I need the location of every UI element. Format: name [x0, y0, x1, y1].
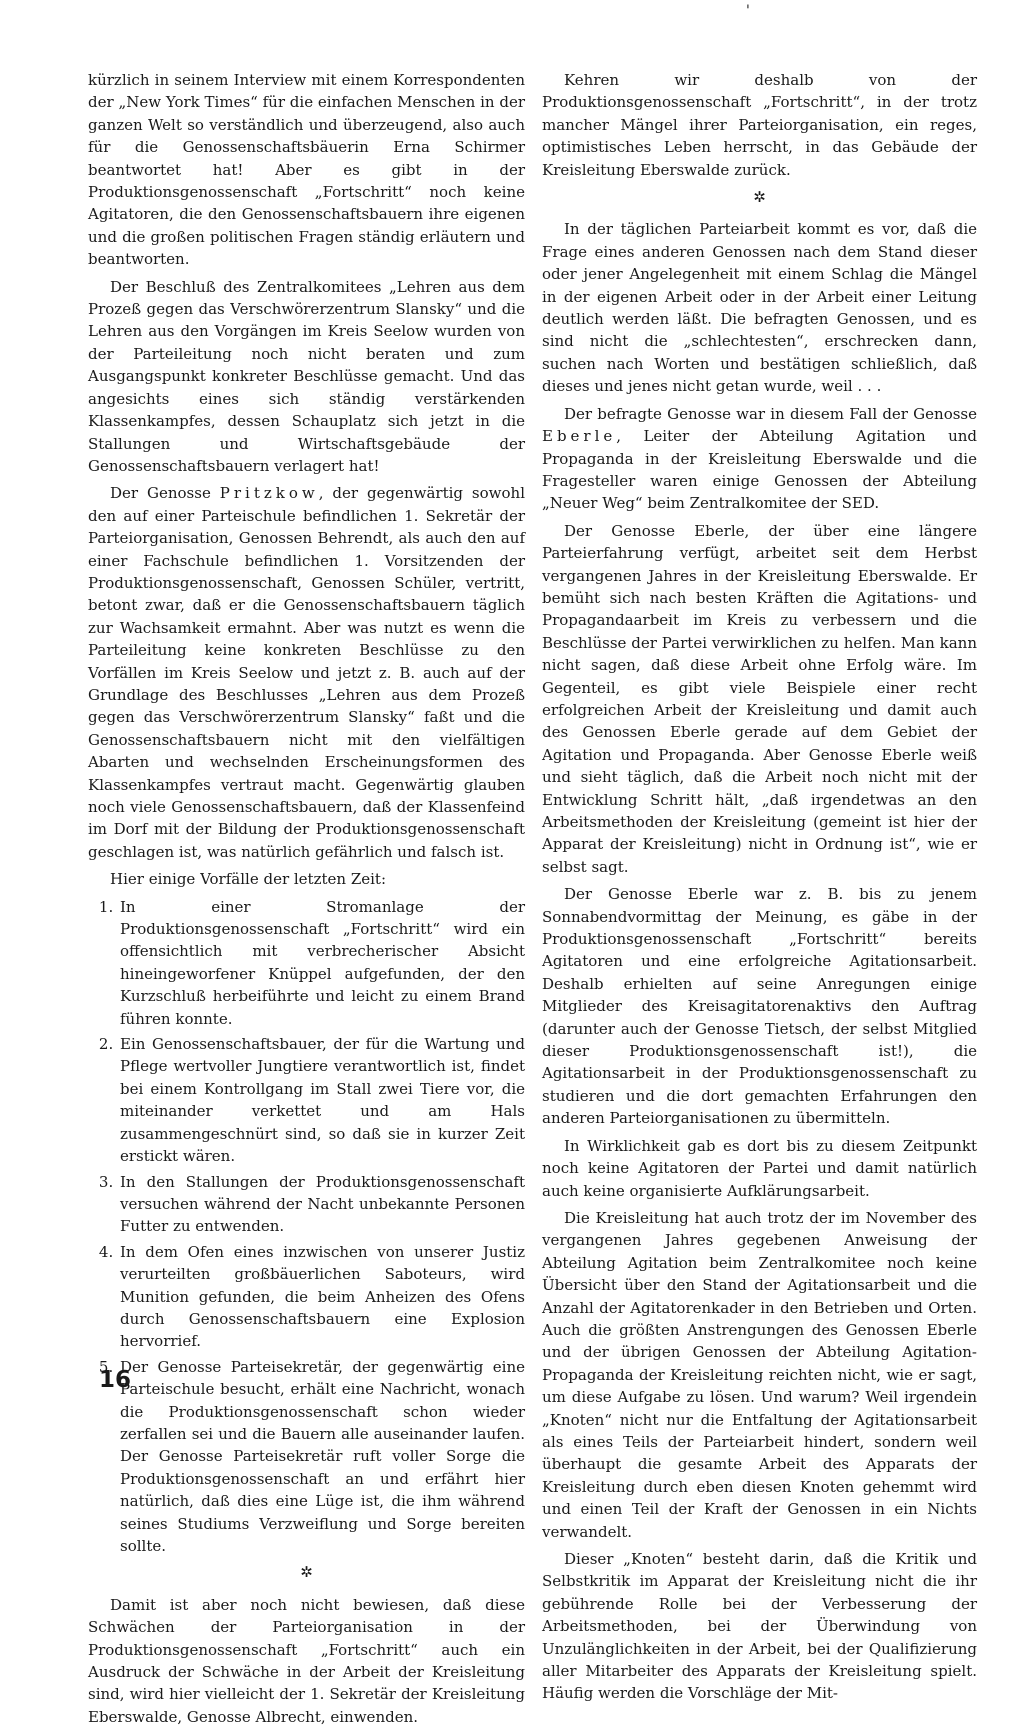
right-column: [542, 69, 977, 1710]
paragraph: Die Kreisleitung hat auch trotz der im November des vergangenen Jahres gegebenen Anweisung der Abteilung Agitation beim Zentralkomitee noch keine Übersicht über den Stand der Agitationsarbeit und die Anzahl der Agitatorenkader in den Betrieben und Orten. Auch die größten Anstrengungen des Genossen Eberle und der übrigen Genossen der Abteilung Agitation-Propaganda der Kreisleitung reichten nicht, wie er sagt, um diese Aufgabe zu lösen. Und warum? Weil irgendein „Knoten“ nicht nur die Entfaltung der Agitationsarbeit als eines Teils der Parteiarbeit hindert, sondern weil überhaupt die gesamte Arbeit des Apparats der Kreisleitung durch eben diesen Knoten gehemmt wird und einen Teil der Kraft der Genossen in ein Nichts verwandelt.: [542, 1208, 977, 1541]
paragraph: In der täglichen Parteiarbeit kommt es vor, daß die Frage eines anderen Genossen nach dem Stand dieser oder jener Angelegenheit mit einem Schlag die Mängel in der eigenen Arbeit oder in der Arbeit einer Leitung deutlich werden läßt. Die befragten Genossen, und es sind nicht die „schlechtesten“, erschrecken dann, suchen nach Worten und bestätigen schließlich, daß dieses und jenes nicht getan wurde, weil . . .: [542, 220, 977, 396]
list-item: 3. In den Stallungen der Produktionsgenossenschaft versuchen während der Nacht unbekannte Personen Futter zu entwenden.: [118, 1171, 525, 1238]
left-column: [88, 69, 525, 1733]
paragraph-rest: , der gegenwärtig sowohl den auf einer Parteischule befindlichen 1. Sekretär der Parteiorganisation, Genossen Behrendt, als auch den auf einer Fachschule befindlichen 1. Vorsitzenden der Produktionsgenossenschaft, Genossen Schüler, vertritt, betont zwar, daß er die Genossenschaftsbauern täglich zur Wachsamkeit ermahnt. Aber was nutzt es wenn die Parteileitung keine konkreten Beschlüsse zu den Vorfällen im Kreis Seelow und jetzt z. B. auch auf der Grundlage des Beschlusses „Lehren aus dem Prozeß gegen das Verschwörerzentrum Slansky“ faßt und die Genossenschaftsbauern nicht mit den vielfältigen Abarten und wechselnden Erscheinungsformen des Klassenkampfes vertraut macht. Gegenwärtig glauben noch viele Genossenschaftsbauern, daß der Klassenfeind im Dorf mit der Bildung der Produktionsgenossenschaft geschlagen ist, was natürlich gefährlich und falsch ist.: [88, 484, 525, 861]
paragraph: Dieser „Knoten“ besteht darin, daß die Kritik und Selbstkritik im Apparat der Kreisleitung nicht die ihr gebührende Rolle bei der Verbesserung der Arbeitsmethoden, bei der Überwindung von Unzulänglichkeiten in der Arbeit, bei der Qualifizierung aller Mitarbeiter des Apparats der Kreisleitung spielt. Häufig werden die Vorschläge der Mit-: [542, 1550, 977, 1703]
page-number: 16: [99, 1367, 132, 1393]
paragraph: Der Beschluß des Zentralkomitees „Lehren aus dem Prozeß gegen das Verschwörerzentrum Slansky“ und die Lehren aus den Vorgängen im Kreis Seelow wurden von der Parteileitung noch nicht beraten und zum Ausgangspunkt konkreter Beschlüsse gemacht. Und das angesichts eines sich ständig verstärkenden Klassenkampfes, dessen Schauplatz sich jetzt in die Stallungen und Wirtschaftsgebäude der Genossenschaftsbauern verlagert hat!: [88, 277, 525, 475]
list-item: 2. Ein Genossenschaftsbauer, der für die Wartung und Pflege wertvoller Jungtiere verantwortlich ist, findet bei einem Kontrollgang im Stall zwei Tiere vor, die miteinander verkettet und am Hals zusammengeschnürt sind, so daß sie in kurzer Zeit erstickt wären.: [118, 1033, 525, 1167]
paragraph: Der Genosse Eberle war z. B. bis zu jenem Sonnabendvormittag der Meinung, es gäbe in der Produktionsgenossenschaft „Fortschritt“ bereits Agitatoren und eine erfolgreiche Agitationsarbeit. Deshalb erhielten auf seine Anregungen einige Mitglieder des Kreisagitatorenaktivs den Auftrag (darunter auch der Genosse Tietsch, der selbst Mitglied dieser Produktionsgenossenschaft ist!), die Agitationsarbeit in der Produktionsgenossenschaft zu studieren und die dort gemachten Erfahrungen den anderen Parteiorganisationen zu übermitteln.: [542, 885, 977, 1128]
paragraph: kürzlich in seinem Interview mit einem Korrespondenten der „New York Times“ für die einfachen Menschen in der ganzen Welt so verständlich und überzeugend, also auch für die Genossenschaftsbäuerin Erna Schirmer beantwortet hat! Aber es gibt in der Produktionsgenossenschaft „Fortschritt“ noch keine Agitatoren, die den Genossenschaftsbauern ihre eigenen und die großen politischen Fragen ständig erläutern und beantworten.: [88, 71, 525, 269]
paragraph: Damit ist aber noch nicht bewiesen, daß diese Schwächen der Parteiorganisation in der Produktionsgenossenschaft „Fortschritt“ auch ein Ausdruck der Schwäche in der Arbeit der Kreisleitung sind, wird hier vielleicht der 1. Sekretär der Kreisleitung Eberswalde, Genosse Albrecht, einwenden.: [88, 1595, 525, 1726]
paragraph: Der Genosse Eberle, der über eine längere Parteierfahrung verfügt, arbeitet seit dem Herbst vergangenen Jahres in der Kreisleitung Eberswalde. Er bemüht sich nach besten Kräften die Agitations- und Propagandaarbeit im Kreis zu verbessern und die Beschlüsse der Partei verwirklichen zu helfen. Man kann nicht sagen, daß diese Arbeit ohne Erfolg wäre. Im Gegenteil, es gibt viele Beispiele einer recht erfolgreichen Arbeit der Kreisleitung und damit auch des Genossen Eberle gerade auf dem Gebiet der Agitation und Propaganda. Aber Genosse Eberle weiß und sieht täglich, daß die Arbeit noch nicht mit der Entwicklung Schritt hält, „daß irgendetwas an den Arbeitsmethoden der Kreisleitung (gemeint ist hier der Apparat der Kreisleitung) nicht in Ordnung ist“, wie er selbst sagt.: [542, 521, 977, 876]
paragraph-lead: Der Genosse: [110, 484, 220, 503]
section-separator: ✲: [300, 1563, 313, 1582]
paragraph: [542, 403, 977, 515]
paragraph: [88, 482, 525, 863]
list-intro: Hier einige Vorfälle der letzten Zeit:: [110, 870, 386, 889]
paragraph: Kehren wir deshalb von der Produktionsgenossenschaft „Fortschritt“, in der trotz mancher Mängel ihrer Parteiorganisation, ein reges, optimistisches Leben herrscht, in das Gebäude der Kreisleitung Eberswalde zurück.: [542, 71, 977, 179]
list-item: 4. In dem Ofen eines inzwischen von unserer Justiz verurteilten großbäuerlichen Saboteurs, wird Munition gefunden, die beim Anheizen des Ofens durch Genossenschaftsbauern eine Explosion hervorrief.: [118, 1241, 525, 1353]
paragraph: In Wirklichkeit gab es dort bis zu diesem Zeitpunkt noch keine Agitatoren der Partei und damit natürlich auch keine organisierte Aufklärungsarbeit.: [542, 1136, 977, 1200]
page-top-mark: ': [746, 3, 750, 19]
spaced-name: Eberle: [542, 427, 617, 446]
paragraph-rest: , Leiter der Abteilung Agitation und Propaganda in der Kreisleitung Eberswalde und die Fragesteller waren einige Genossen der Abteilung „Neuer Weg“ beim Zentralkomitee der SED.: [542, 427, 977, 513]
section-separator: ✲: [753, 188, 766, 207]
list-item: 1. In einer Stromanlage der Produktionsgenossenschaft „Fortschritt“ wird ein offensichtlich mit verbrecherischer Absicht hineingeworfener Knüppel aufgefunden, der den Kurzschluß herbeiführte und leicht zu einem Brand führen konnte.: [118, 896, 525, 1030]
spaced-name: Pritzkow: [219, 484, 319, 503]
incident-list: [88, 896, 525, 1558]
list-item: 5. Der Genosse Parteisekretär, der gegenwärtig eine Parteischule besucht, erhält eine Nachricht, wonach die Produktionsgenossenschaft schon wieder zerfallen sei und die Bauern alle auseinander laufen. Der Genosse Parteisekretär ruft voller Sorge die Produktionsgenossenschaft an und erfährt hier natürlich, daß dies eine Lüge ist, die ihm während seines Studiums Verzweiflung und Sorge bereiten sollte.: [118, 1356, 525, 1558]
paragraph-lead: Der befragte Genosse war in diesem Fall der Genosse: [564, 404, 977, 423]
